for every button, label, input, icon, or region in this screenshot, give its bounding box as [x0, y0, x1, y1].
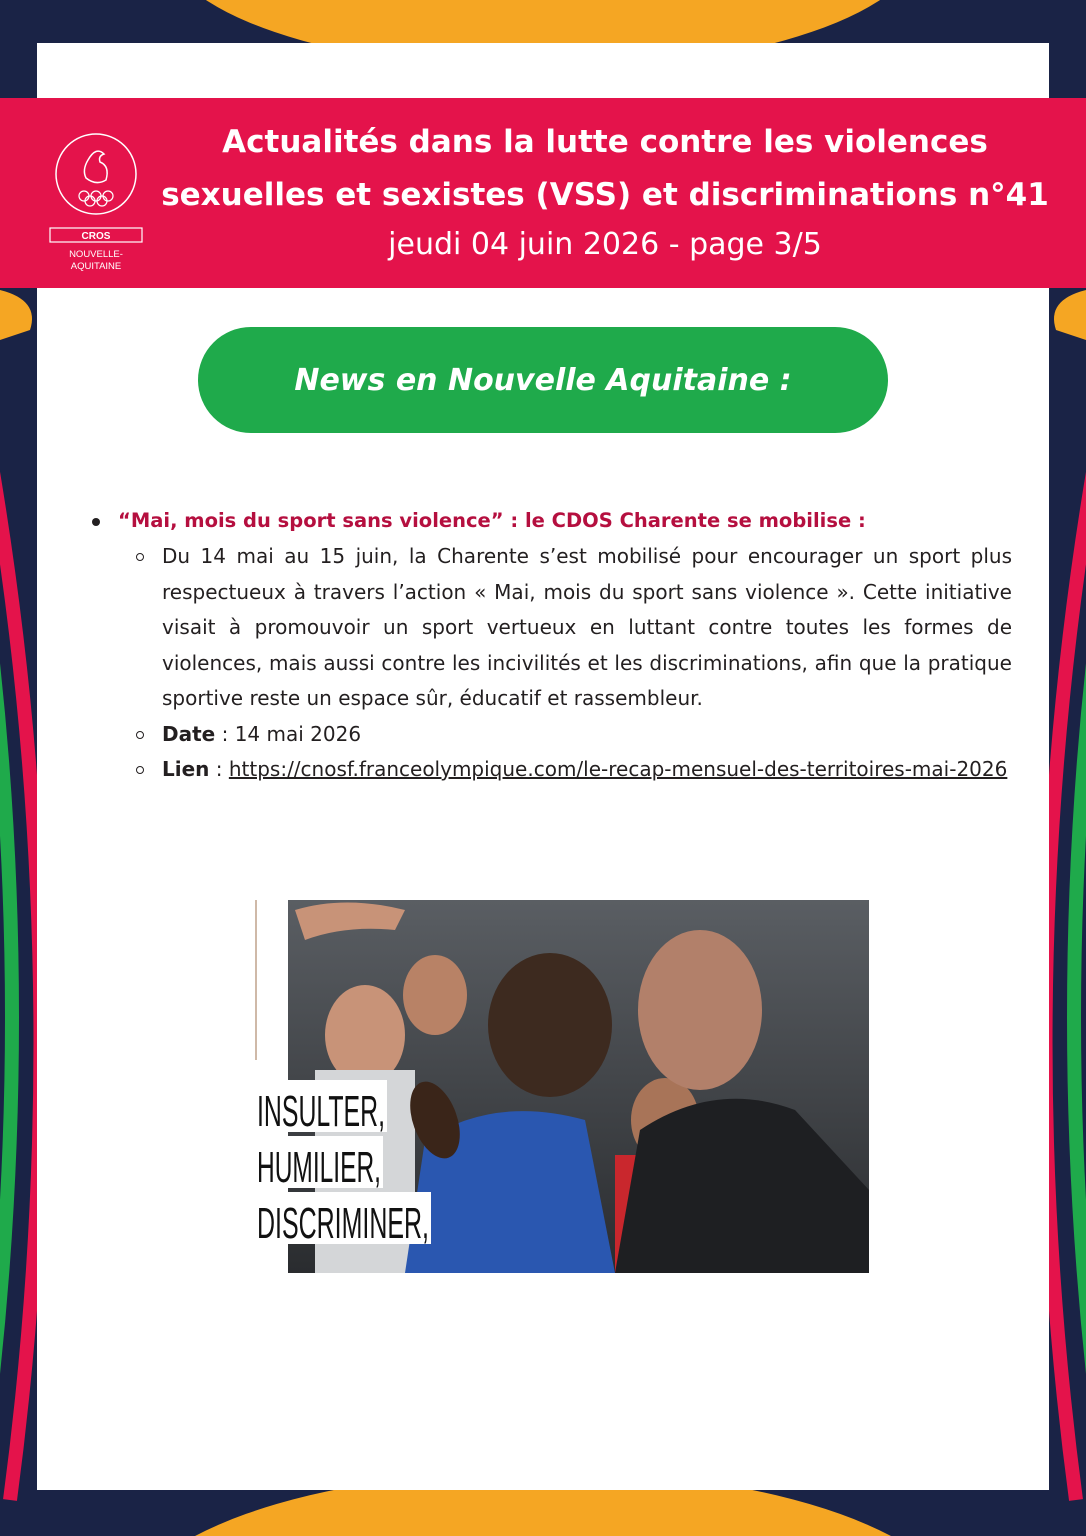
sub-bullet-ring — [136, 766, 144, 774]
page-title-line1: Actualités dans la lutte contre les violences — [222, 124, 988, 160]
article-description — [90, 539, 1012, 717]
page-title — [160, 116, 1050, 222]
logo-badge-text: CROS — [81, 231, 111, 242]
page-date-subtitle: jeudi 04 juin 2026 - page 3/5 — [388, 227, 822, 262]
article-title-text: “Mai, mois du sport sans violence” : le CDOS Charente se mobilise : — [118, 509, 866, 532]
article-date — [90, 717, 1012, 753]
sub-bullet-ring — [136, 553, 144, 561]
article-url-link[interactable]: https://cnosf.franceolympique.com/le-recap-mensuel-des-territoires-mai-2026 — [228, 757, 1008, 781]
bullet-dot — [92, 518, 100, 526]
page-title-line2: sexuelles et sexistes (VSS) et discriminations n°41 — [161, 177, 1049, 213]
section-heading-pill: News en Nouvelle Aquitaine : — [198, 327, 888, 433]
article-title — [90, 503, 1012, 539]
caption-line3: DISCRIMINER, — [257, 1199, 429, 1248]
date-label: Date — [162, 721, 216, 746]
logo-region-line2: AQUITAINE — [70, 261, 122, 272]
sub-bullet-ring — [136, 731, 144, 739]
campaign-photo — [255, 900, 869, 1273]
link-label: Lien — [162, 757, 210, 781]
article-description-text: Du 14 mai au 15 juin, la Charente s’est mobilisé pour encourager un sport plus respectueux à travers l’action « Mai, mois du sport sans violence ». Cette initiative visait à promouvoir un sport vertueux en luttant contre toutes les formes de violences, mais aussi contre les incivilités et les discriminations, afin que la pratique sportive reste un espace sûr, éducatif et rassembleur. — [162, 544, 1012, 710]
caption-line1: INSULTER, — [257, 1087, 385, 1136]
cros-nouvelle-aquitaine-logo — [48, 116, 144, 276]
link-separator: : — [209, 757, 229, 781]
article-list — [90, 503, 1012, 788]
caption-line2: HUMILIER, — [257, 1143, 381, 1192]
article-link — [90, 752, 1012, 788]
date-value: : 14 mai 2026 — [215, 721, 362, 746]
header-banner — [0, 98, 1086, 288]
logo-region-line1: NOUVELLE- — [69, 249, 123, 260]
